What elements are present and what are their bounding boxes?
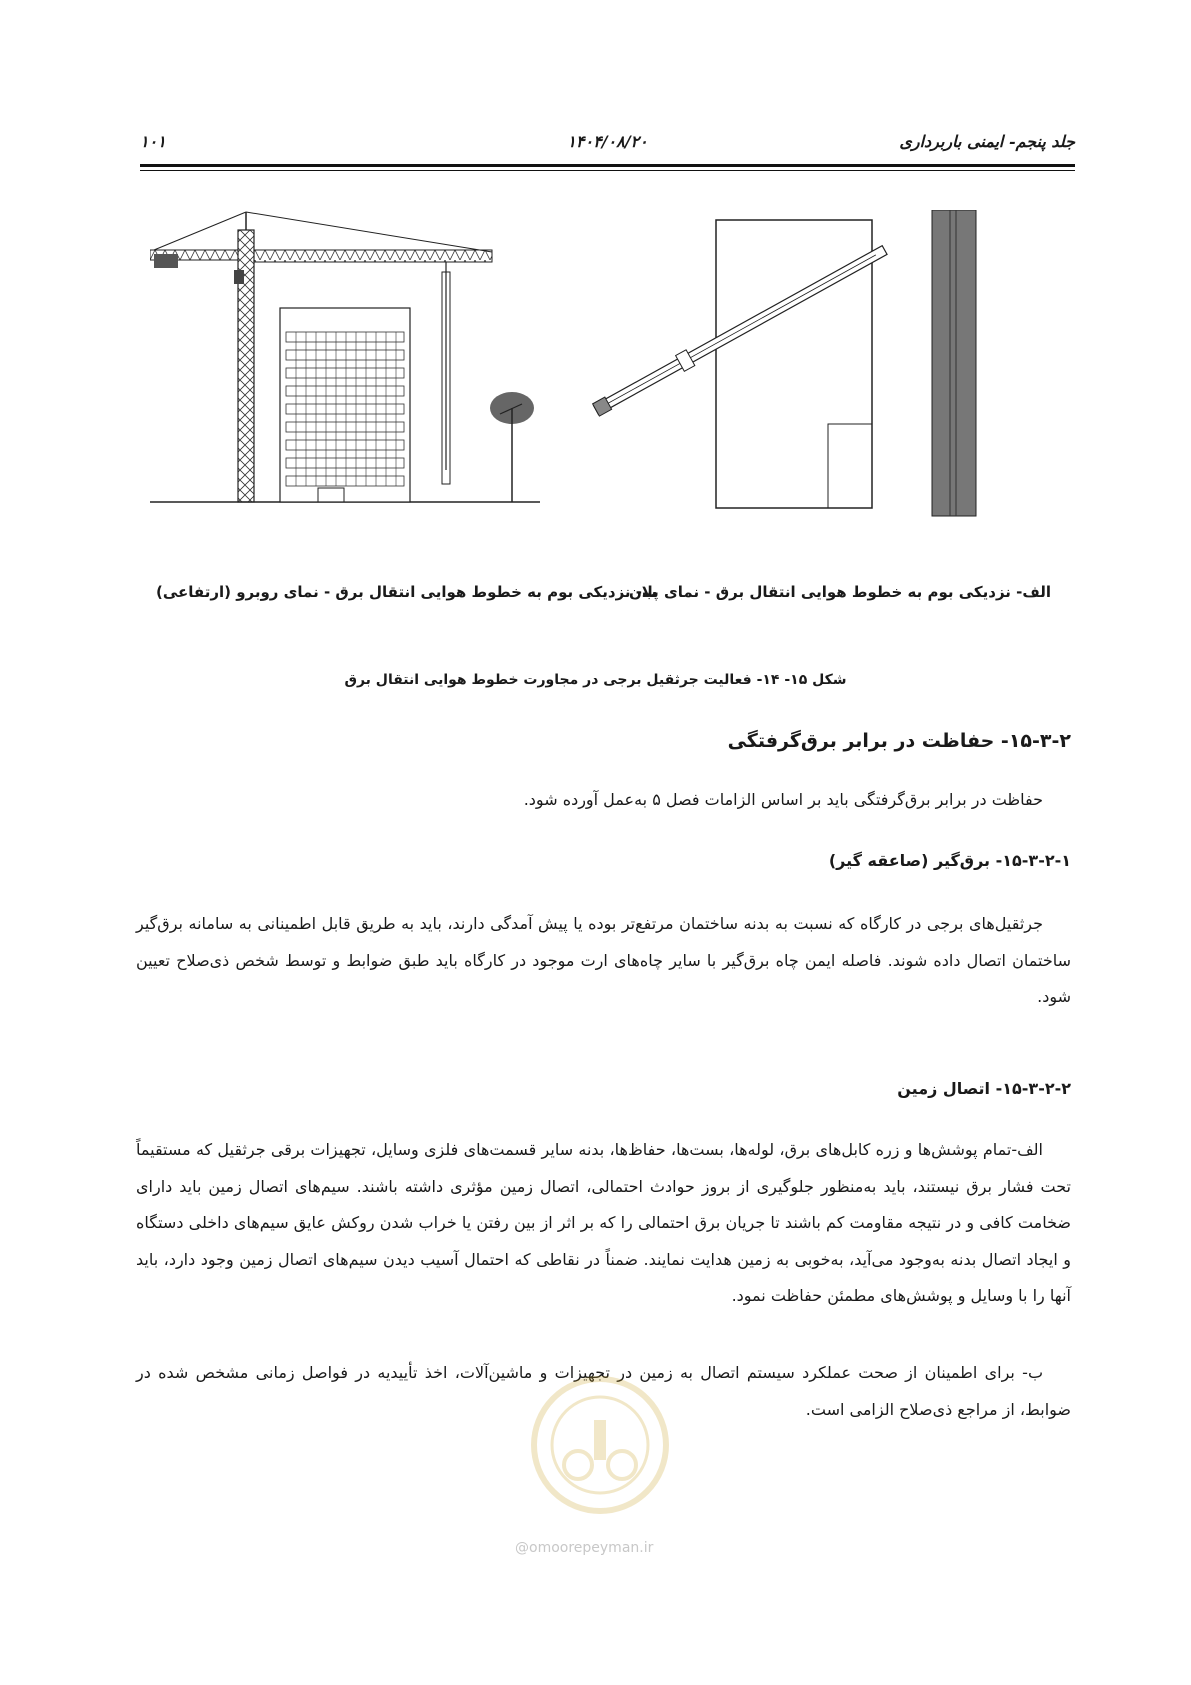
subsection-lightning-heading: ۱۵-۳-۲-۱- برق‌گیر (صاعقه گیر) (828, 851, 1071, 870)
figure-illustration (150, 210, 1080, 560)
plan-view-drawing (592, 210, 976, 516)
watermark-text: @omoorepeyman.ir (515, 1540, 654, 1556)
page-number: ۱۰۱ (140, 132, 166, 151)
elevation-view-drawing (150, 212, 540, 502)
section-intro: حفاظت در برابر برق‌گرفتگی باید بر اساس الزامات فصل ۵ به‌عمل آورده شود. (523, 790, 1043, 809)
figure-crane-power-lines (150, 210, 1080, 560)
book-title: جلد پنجم- ایمنی باربرداری (899, 132, 1075, 151)
running-header (140, 128, 1075, 158)
grounding-paragraph-b: ب- برای اطمینان از صحت عملکرد سیستم اتصال به زمین در تجهیزات و ماشین‌آلات، اخذ تأییدیه در فواصل زمانی مشخص شده در ضوابط، از مراجع ذی‌صلاح الزامی است. (136, 1363, 1071, 1419)
subsection-grounding-heading: ۱۵-۳-۲-۲- اتصال زمین (897, 1079, 1071, 1098)
header-rule-thick (140, 164, 1075, 167)
section-heading: ۱۵-۳-۲- حفاظت در برابر برق‌گرفتگی (727, 730, 1071, 752)
subsection-lightning-body: جرثقیل‌های برجی در کارگاه که نسبت به بدنه ساختمان مرتفع‌تر بوده یا پیش آمدگی دارند، باید به طریق قابل اطمینانی به سامانه برق‌گیر ساختمان اتصال داده شوند. فاصله ایمن چاه برق‌گیر با سایر چاه‌های ارت موجود در کارگاه باید طبق ضوابط و توسط شخص ذی‌صلاح تعیین شود. (136, 914, 1071, 1006)
grounding-paragraph-a: الف-تمام پوشش‌ها و زره کابل‌های برق، لوله‌ها، بست‌ها، حفاظ‌ها، بدنه سایر قسمت‌های فلزی وسایل، تجهیزات برقی جرثقیل که مستقیماً تحت فشار برق نیستند، باید به‌منظور جلوگیری از بروز حوادث احتمالی، اتصال زمین مؤثری داشته باشند. سیم‌های اتصال زمین باید دارای ضخامت کافی و در نتیجه مقاومت کم باشند تا جریان برق احتمالی را که بر اثر از بین رفتن یا خراب شدن روکش عایق سیم‌های داخلی دستگاه و ایجاد اتصال بدنه به‌وجود می‌آید، به‌خوبی به زمین هدایت نمایند. ضمناً در نقاطی که احتمال آسیب دیدن سیم‌های اتصال زمین وجود دارد، باید آنها را با وسایل و پوشش‌های مطمئن حفاظت نمود. (136, 1140, 1071, 1305)
header-date: ۱۴۰۴/۰۸/۲۰ (567, 132, 648, 151)
watermark-logo (520, 1370, 680, 1520)
caption-elevation-view: ب- نزدیکی بوم به خطوط هوایی انتقال برق - نمای روبرو (ارتفاعی) (156, 583, 658, 601)
figure-title: شکل ۱۵- ۱۴- فعالیت جرثقیل برجی در مجاورت خطوط هوایی انتقال برق (344, 672, 847, 688)
caption-plan-view: الف- نزدیکی بوم به خطوط هوایی انتقال برق - نمای پلان (628, 583, 1051, 601)
header-rule-thin (140, 170, 1075, 171)
